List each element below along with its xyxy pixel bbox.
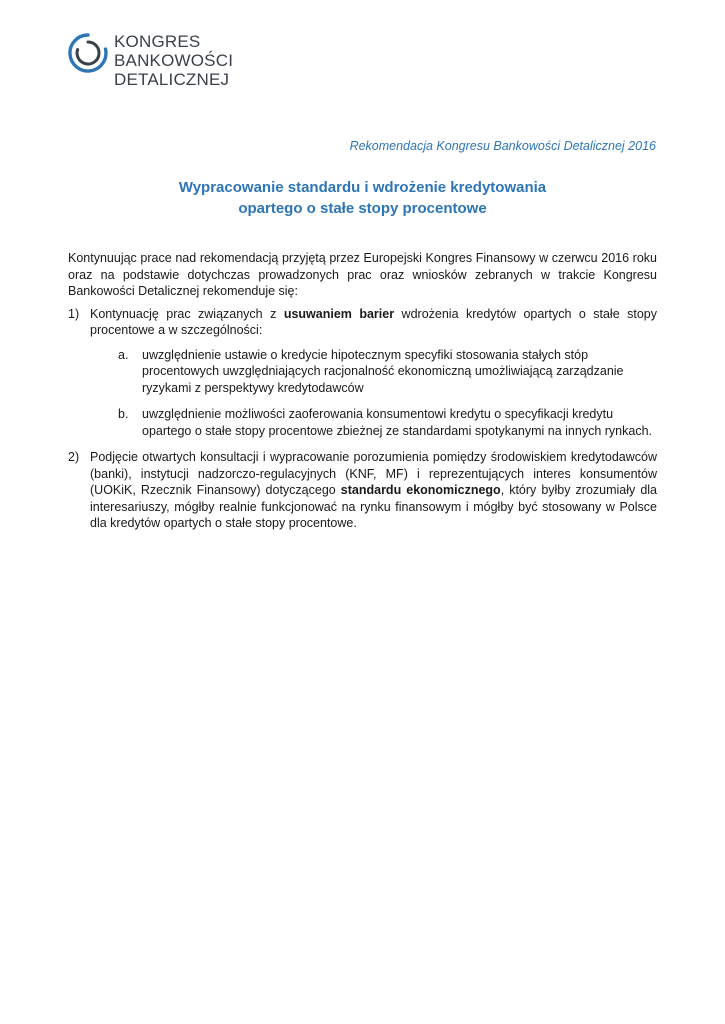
recommendation-item-1	[68, 306, 657, 440]
sub-item-letter: b.	[118, 407, 129, 421]
intro-paragraph: Kontynuując prace nad rekomendacją przyjętą przez Europejski Kongres Finansowy w czerwcu 2016 roku oraz na podstawie dotychczas prowadzonych prac oraz wniosków zebranych w trakcie Kongresu Bankowości Detalicznej rekomenduje się:	[68, 251, 657, 298]
recommendation-item-2	[68, 449, 657, 532]
title-line-1: Wypracowanie standardu i wdrożenie kredytowania	[178, 179, 547, 196]
logo-line-2: BANKOWOŚCI	[114, 51, 234, 70]
item-text-post: , który byłby zrozumiały dla interesariuszy, mógłby realnie funkcjonować na rynku finansowym i mógłby być stosowany w Polsce dla kredytów opartych o stałe stopy procentowe.	[90, 483, 657, 530]
item-text	[90, 306, 657, 339]
sub-item-a	[90, 347, 657, 397]
logo-line-3: DETALICZNEJ	[114, 70, 230, 89]
sub-item-b	[90, 406, 657, 439]
logo-line-1: KONGRES	[114, 32, 201, 51]
item-text	[90, 449, 657, 532]
document-body	[68, 250, 657, 540]
sub-item-text: uwzględnienie możliwości zaoferowania konsumentowi kredytu o specyfikacji kredytu opartego o stałe stopy procentowe zbieżnej ze standardami spotykanymi na innych rynkach.	[142, 407, 653, 438]
item-number: 1)	[68, 306, 80, 321]
item-text-bold: usuwaniem barier	[283, 306, 395, 321]
congress-logo	[68, 32, 233, 89]
logo-wordmark	[114, 32, 233, 89]
item-text-post: wdrożenia kredytów opartych o stałe stopy procentowe a w szczególności:	[90, 306, 657, 337]
sub-item-text: uwzględnienie ustawie o kredycie hipotecznym specyfiki stosowania stałych stóp procentowych uwzględniających racjonalność ekonomiczną umożliwiającą zarządzanie ryzykami z perspektywy kredytodawców	[142, 347, 624, 395]
item-text-bold: standardu ekonomicznego	[340, 483, 501, 497]
item-number: 2)	[68, 450, 80, 464]
congress-ring-logo-icon	[68, 33, 108, 73]
title-line-2: opartego o stałe stopy procentowe	[238, 200, 487, 217]
sub-item-letter: a.	[118, 347, 129, 362]
recommendation-header-note: Rekomendacja Kongresu Bankowości Detalicznej 2016	[349, 139, 656, 153]
item-text-pre: Podjęcie otwartych konsultacji i wypracowanie porozumienia pomiędzy środowiskiem kredytodawców (banki), instytucji nadzorczo-regulacyjnych (KNF, MF) i reprezentujących interes konsumentów (UOKiK, Rzecznik Finansowy) dotyczącego	[90, 450, 657, 497]
document-title	[68, 177, 657, 219]
item-text-pre: Kontynuację prac związanych z	[90, 306, 284, 321]
